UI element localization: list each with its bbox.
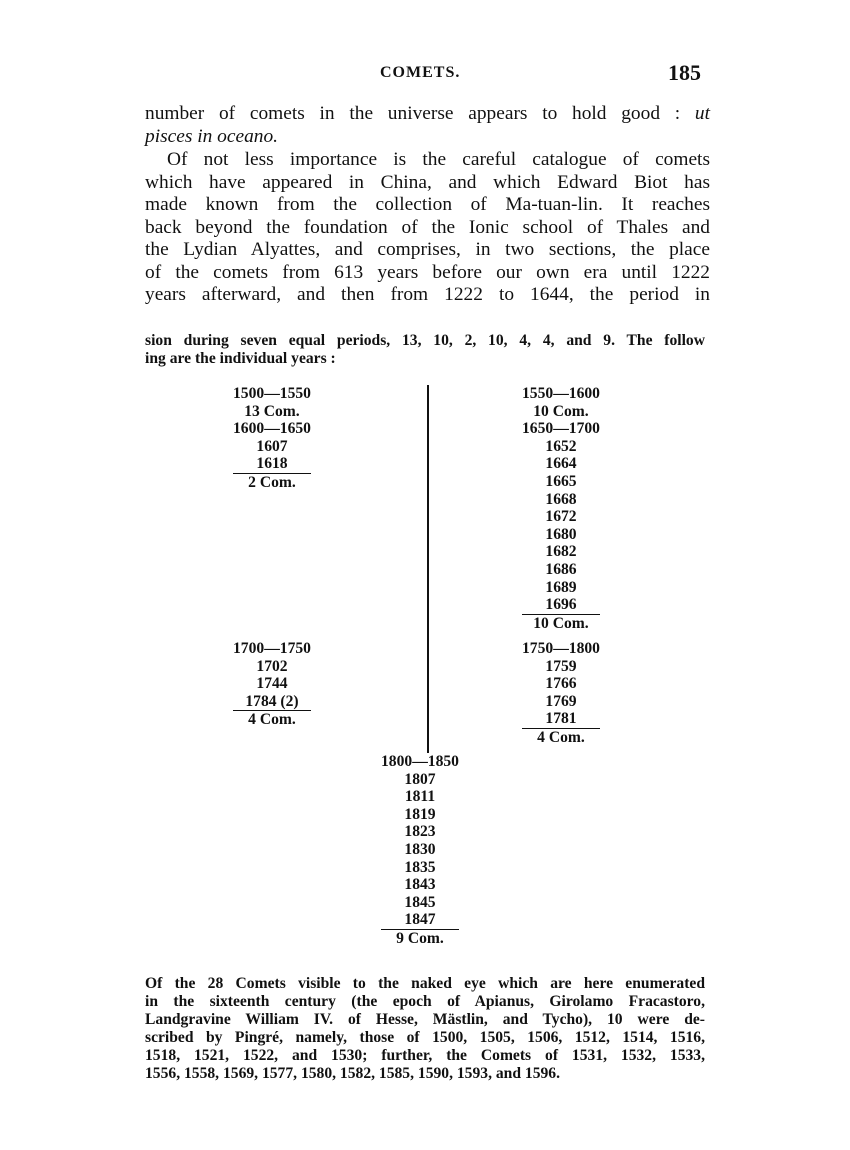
text-line: the Lydian Alyattes, and comprises, in two sections, the place [145,239,710,260]
year-entry: 1830 [404,840,436,858]
text-line: Landgravine William IV. of Hesse, Mästlin, and Tycho), 10 were de- [145,1011,705,1028]
year-entry: 1784 (2) [245,692,299,710]
year-entry: 1696 [545,596,577,614]
text-line: ing are the individual years : [145,350,336,367]
text-line: 1556, 1558, 1569, 1577, 1580, 1582, 1585, 1590, 1593, and 1596. [145,1065,560,1082]
period-total: 4 Com. [522,728,600,747]
text-line: 1518, 1521, 1522, and 1530; further, the Comets of 1531, 1532, 1533, [145,1047,705,1064]
year-entry: 1766 [545,675,577,693]
text-line: which have appeared in China, and which Edward Biot has [145,171,710,193]
table-divider [427,385,429,753]
year-entry: 1819 [404,805,436,823]
period-1550-1600 [522,385,600,632]
period-heading: 1700—1750 [233,640,311,657]
running-title: COMETS. [380,64,461,81]
period-total: 4 Com. [233,710,311,729]
footnote-sixteenth-century [145,975,705,1083]
text-line: back beyond the foundation of the Ionic school of Thales and [145,216,710,238]
period-heading: 1650—1700 [522,420,600,438]
period-total: 2 Com. [233,473,311,492]
year-entry: 1807 [404,770,436,788]
period-heading: 1600—1650 [233,420,311,438]
period-total: 13 Com. [244,402,300,420]
period-heading: 1500—1550 [233,385,311,402]
period-total: 10 Com. [522,614,600,633]
paragraph-continuation [145,103,710,148]
year-entry: 1686 [545,560,577,578]
paragraph-chinese-catalogue [145,149,710,307]
text-line: sion during seven equal periods, 13, 10, 2, 10, 4, 4, and 9. The follow [145,332,705,349]
year-entry: 1652 [545,437,577,455]
period-1800-1850 [381,753,459,948]
year-entry: 1665 [545,472,577,490]
text-line: years afterward, and then from 1222 to 1644, the period in [145,284,710,305]
text-line: number of comets in the universe appears to hold good : ut [145,103,710,124]
year-entry: 1811 [404,788,436,806]
year-entry: 1843 [404,876,436,894]
year-entry: 1702 [256,657,288,675]
year-entry: 1781 [545,710,577,728]
year-entry: 1744 [256,675,288,693]
year-entry: 1680 [545,525,577,543]
year-entry: 1835 [404,858,436,876]
text-line: Of not less importance is the careful catalogue of comets [167,149,710,170]
year-entry: 1618 [256,455,288,473]
footnote-intro [145,332,705,368]
year-entry: 1668 [545,490,577,508]
period-1750-1800 [522,640,600,747]
period-1500-1550 [233,385,311,492]
period-heading: 1800—1850 [381,753,459,770]
year-entry: 1759 [545,657,577,675]
period-total: 10 Com. [533,402,589,420]
text-line: in the sixteenth century (the epoch of Apianus, Girolamo Fracastoro, [145,993,705,1010]
year-entry: 1689 [545,578,577,596]
period-heading: 1550—1600 [522,385,600,402]
text-line: Of the 28 Comets visible to the naked eye which are here enumerated [145,975,705,992]
year-entry: 1847 [404,911,436,929]
year-entry: 1672 [545,508,577,526]
year-entry: 1769 [545,692,577,710]
text-line: of the comets from 613 years before our own era until 1222 [145,261,710,283]
period-1700-1750 [233,640,311,729]
period-total: 9 Com. [381,929,459,948]
year-entry: 1664 [545,455,577,473]
year-entry: 1845 [404,893,436,911]
year-entry: 1682 [545,543,577,561]
year-entry: 1607 [256,437,288,455]
text-line: scribed by Pingré, namely, those of 1500, 1505, 1506, 1512, 1514, 1516, [145,1029,705,1046]
text-line: made known from the collection of Ma-tuan-lin. It reaches [145,194,710,215]
page-number: 185 [668,60,701,85]
period-heading: 1750—1800 [522,640,600,657]
text-line: pisces in oceano. [145,125,279,147]
year-entry: 1823 [404,823,436,841]
